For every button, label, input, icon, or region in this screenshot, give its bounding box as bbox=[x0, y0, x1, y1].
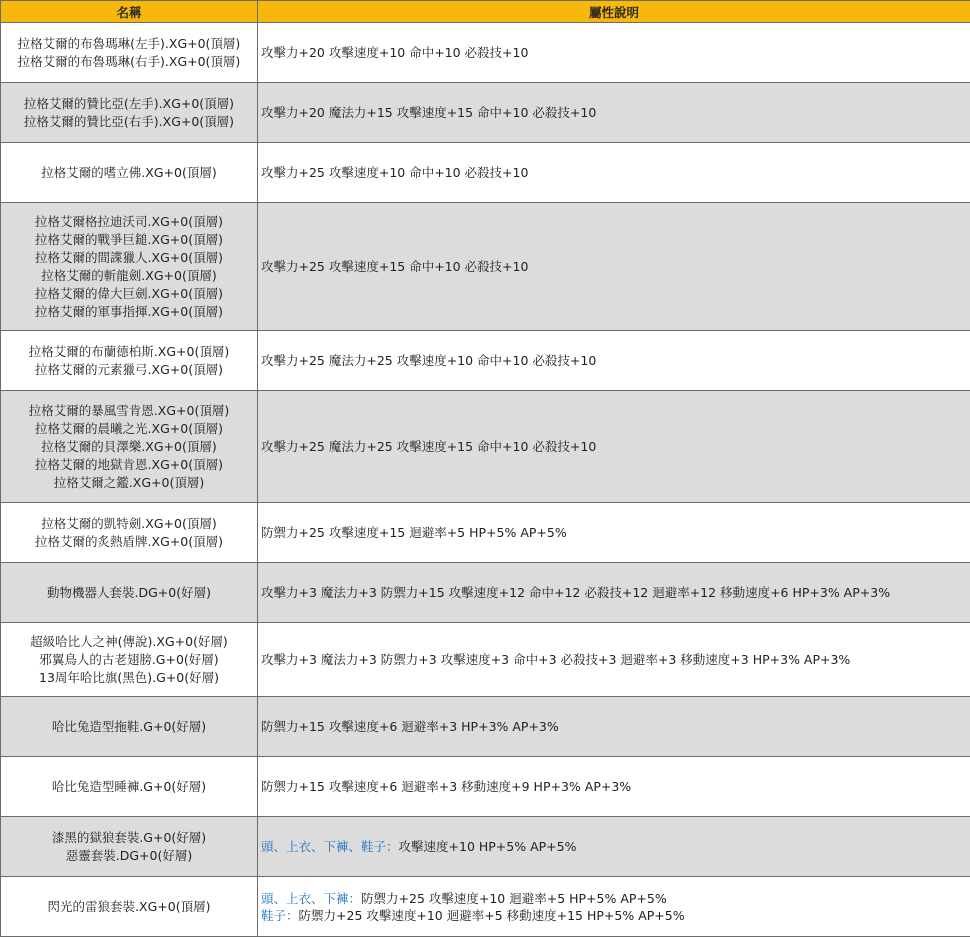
attribute-description-cell bbox=[258, 623, 970, 697]
attribute-text: 攻擊力+25 魔法力+25 攻擊速度+15 命中+10 必殺技+10 bbox=[261, 439, 596, 454]
item-name: 閃光的雷狼套裝.XG+0(頂層) bbox=[1, 898, 257, 916]
item-name-cell bbox=[1, 817, 258, 877]
table-row bbox=[1, 757, 970, 817]
item-name: 拉格艾爾的軍事指揮.XG+0(頂層) bbox=[1, 303, 257, 321]
equipment-slot-label: 頭、上衣、下褲、鞋子： bbox=[261, 839, 399, 854]
attribute-line bbox=[261, 651, 970, 668]
item-name: 哈比兔造型睡褲.G+0(好層) bbox=[1, 778, 257, 796]
table-row bbox=[1, 83, 970, 143]
item-name: 拉格艾爾的贊比亞(左手).XG+0(頂層) bbox=[1, 95, 257, 113]
item-name: 拉格艾爾的贊比亞(右手).XG+0(頂層) bbox=[1, 113, 257, 131]
attribute-text: 攻擊力+25 魔法力+25 攻擊速度+10 命中+10 必殺技+10 bbox=[261, 353, 596, 368]
attribute-line bbox=[261, 778, 970, 795]
item-name: 拉格艾爾的偉大巨劍.XG+0(頂層) bbox=[1, 285, 257, 303]
attribute-description-cell bbox=[258, 503, 970, 563]
equipment-slot-label: 頭、上衣、下褲： bbox=[261, 891, 361, 906]
attribute-description-cell bbox=[258, 203, 970, 331]
item-name-cell bbox=[1, 391, 258, 503]
attribute-text: 攻擊力+25 攻擊速度+10 命中+10 必殺技+10 bbox=[261, 165, 528, 180]
item-name: 超級哈比人之神(傳說).XG+0(好層) bbox=[1, 633, 257, 651]
equipment-slot-label: 鞋子： bbox=[261, 908, 299, 923]
table-row bbox=[1, 623, 970, 697]
table-row bbox=[1, 697, 970, 757]
table-row bbox=[1, 143, 970, 203]
attribute-text: 攻擊速度+10 HP+5% AP+5% bbox=[399, 839, 577, 854]
attribute-text: 攻擊力+20 魔法力+15 攻擊速度+15 命中+10 必殺技+10 bbox=[261, 105, 596, 120]
attribute-text: 防禦力+15 攻擊速度+6 迴避率+3 移動速度+9 HP+3% AP+3% bbox=[261, 779, 631, 794]
attribute-line bbox=[261, 164, 970, 181]
item-name: 拉格艾爾的地獄肯恩.XG+0(頂層) bbox=[1, 456, 257, 474]
item-name: 拉格艾爾之鑑.XG+0(頂層) bbox=[1, 474, 257, 492]
item-name-cell bbox=[1, 23, 258, 83]
table-row bbox=[1, 563, 970, 623]
item-name-cell bbox=[1, 331, 258, 391]
header-row bbox=[1, 1, 970, 23]
item-name: 拉格艾爾的晨曦之光.XG+0(頂層) bbox=[1, 420, 257, 438]
table-row bbox=[1, 877, 970, 937]
attribute-description-cell bbox=[258, 391, 970, 503]
attribute-description-cell bbox=[258, 697, 970, 757]
attribute-text: 防禦力+25 攻擊速度+10 迴避率+5 移動速度+15 HP+5% AP+5% bbox=[299, 908, 685, 923]
item-name: 拉格艾爾的凱特劍.XG+0(頂層) bbox=[1, 515, 257, 533]
attribute-line bbox=[261, 438, 970, 455]
item-name-cell bbox=[1, 697, 258, 757]
item-name-cell bbox=[1, 757, 258, 817]
attribute-text: 攻擊力+25 攻擊速度+15 命中+10 必殺技+10 bbox=[261, 259, 528, 274]
item-name: 拉格艾爾的嗜立佛.XG+0(頂層) bbox=[1, 164, 257, 182]
name-column-header: 名稱 bbox=[1, 1, 258, 23]
item-name-cell bbox=[1, 877, 258, 937]
item-name: 13周年哈比旗(黑色).G+0(好層) bbox=[1, 669, 257, 687]
item-name: 惡靈套裝.DG+0(好層) bbox=[1, 847, 257, 865]
item-name-cell bbox=[1, 503, 258, 563]
table-row bbox=[1, 203, 970, 331]
item-name-cell bbox=[1, 623, 258, 697]
attribute-text: 攻擊力+3 魔法力+3 防禦力+3 攻擊速度+3 命中+3 必殺技+3 迴避率+3 移動速度+3 HP+3% AP+3% bbox=[261, 652, 850, 667]
table-row bbox=[1, 817, 970, 877]
attribute-line bbox=[261, 838, 970, 855]
attribute-text: 攻擊力+3 魔法力+3 防禦力+15 攻擊速度+12 命中+12 必殺技+12 迴避率+12 移動速度+6 HP+3% AP+3% bbox=[261, 585, 890, 600]
item-name-cell bbox=[1, 83, 258, 143]
attribute-line bbox=[261, 524, 970, 541]
attribute-description-cell bbox=[258, 877, 970, 937]
item-name: 拉格艾爾的間諜獵人.XG+0(頂層) bbox=[1, 249, 257, 267]
attribute-line bbox=[261, 718, 970, 735]
item-name: 哈比兔造型拖鞋.G+0(好層) bbox=[1, 718, 257, 736]
attribute-description-cell bbox=[258, 563, 970, 623]
attribute-line bbox=[261, 890, 970, 907]
attribute-text: 防禦力+15 攻擊速度+6 迴避率+3 HP+3% AP+3% bbox=[261, 719, 559, 734]
item-name: 拉格艾爾的布蘭德柏斯.XG+0(頂層) bbox=[1, 343, 257, 361]
item-name: 拉格艾爾的布魯瑪琳(右手).XG+0(頂層) bbox=[1, 53, 257, 71]
table-row bbox=[1, 503, 970, 563]
attribute-line bbox=[261, 104, 970, 121]
attribute-text: 防禦力+25 攻擊速度+15 迴避率+5 HP+5% AP+5% bbox=[261, 525, 567, 540]
item-name: 拉格艾爾格拉迪沃司.XG+0(頂層) bbox=[1, 213, 257, 231]
attribute-line bbox=[261, 352, 970, 369]
item-name-cell bbox=[1, 203, 258, 331]
description-column-header: 屬性說明 bbox=[258, 1, 970, 23]
attribute-text: 攻擊力+20 攻擊速度+10 命中+10 必殺技+10 bbox=[261, 45, 528, 60]
attribute-line bbox=[261, 44, 970, 61]
table-row bbox=[1, 331, 970, 391]
item-name: 拉格艾爾的布魯瑪琳(左手).XG+0(頂層) bbox=[1, 35, 257, 53]
attribute-description-cell bbox=[258, 817, 970, 877]
attribute-description-cell bbox=[258, 23, 970, 83]
item-name: 拉格艾爾的斬龍劍.XG+0(頂層) bbox=[1, 267, 257, 285]
attribute-description-cell bbox=[258, 143, 970, 203]
attribute-line bbox=[261, 258, 970, 275]
attribute-description-cell bbox=[258, 331, 970, 391]
table-row bbox=[1, 391, 970, 503]
attribute-line bbox=[261, 584, 970, 601]
item-name-cell bbox=[1, 563, 258, 623]
attribute-description-cell bbox=[258, 757, 970, 817]
attribute-line bbox=[261, 907, 970, 924]
item-name-cell bbox=[1, 143, 258, 203]
item-name: 拉格艾爾的戰爭巨鎚.XG+0(頂層) bbox=[1, 231, 257, 249]
item-name: 拉格艾爾的炙熱盾牌.XG+0(頂層) bbox=[1, 533, 257, 551]
attribute-text: 防禦力+25 攻擊速度+10 迴避率+5 HP+5% AP+5% bbox=[361, 891, 667, 906]
item-name: 動物機器人套裝.DG+0(好層) bbox=[1, 584, 257, 602]
item-name: 拉格艾爾的元素獵弓.XG+0(頂層) bbox=[1, 361, 257, 379]
table-body bbox=[1, 23, 970, 937]
item-name: 邪翼鳥人的古老翅膀.G+0(好層) bbox=[1, 651, 257, 669]
item-name: 漆黑的獄狼套裝.G+0(好層) bbox=[1, 829, 257, 847]
item-name: 拉格艾爾的貝澤樂.XG+0(頂層) bbox=[1, 438, 257, 456]
table-row bbox=[1, 23, 970, 83]
item-name: 拉格艾爾的暴風雪肯恩.XG+0(頂層) bbox=[1, 402, 257, 420]
attribute-description-cell bbox=[258, 83, 970, 143]
